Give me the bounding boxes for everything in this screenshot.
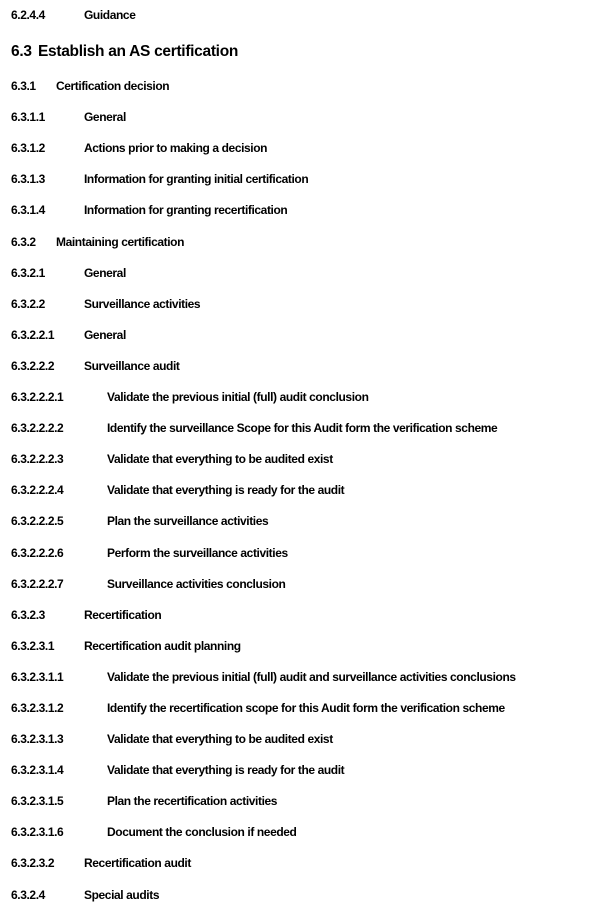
section-number: 6.2.4.4: [11, 8, 45, 22]
section-title: Validate that everything is ready for the audit: [107, 483, 345, 498]
section-number: 6.3.2.3.1.5: [11, 794, 64, 809]
section-number: 6.3.2.3.1.2: [11, 700, 64, 715]
section-title: Surveillance activities: [84, 296, 201, 311]
section-title: Validate that everything is ready for the audit: [107, 763, 345, 778]
toc-row: [0, 110, 600, 141]
section-number: 6.3.2.2.2: [11, 358, 55, 373]
toc-row: [0, 794, 600, 825]
section-title: Surveillance audit: [84, 358, 180, 373]
section-number: 6.3.2.1: [11, 265, 45, 280]
section-title: Validate that everything to be audited exist: [107, 452, 333, 467]
section-number: 6.3.1.4: [11, 203, 45, 218]
toc-row: [0, 825, 600, 856]
section-number: 6.3: [11, 43, 32, 61]
section-number: 6.3.2.2.1: [11, 327, 55, 342]
section-number: 6.3.2.2.2.7: [11, 576, 64, 591]
section-title: Identify the surveillance Scope for this Audit form the verification scheme: [107, 421, 498, 436]
toc-row: [0, 172, 600, 203]
toc-row: [0, 670, 600, 701]
section-title: Certification decision: [56, 79, 170, 94]
toc-row: [0, 390, 600, 421]
toc-row: [0, 8, 600, 39]
toc-row: [0, 732, 600, 763]
toc-row: [0, 514, 600, 545]
toc-row: [0, 888, 600, 919]
section-number: 6.3.2.3.1: [11, 638, 55, 653]
section-number: 6.3.2.2: [11, 296, 45, 311]
section-title: Plan the recertification activities: [107, 794, 278, 809]
section-number: 6.3.2.2.2.5: [11, 514, 64, 529]
section-title: Identify the recertification scope for this Audit form the verification scheme: [107, 700, 505, 715]
section-title: Establish an AS certification: [38, 43, 239, 61]
section-title: Validate the previous initial (full) audit and surveillance activities conclusions: [107, 669, 516, 684]
toc-row: [0, 297, 600, 328]
toc-row: [0, 328, 600, 359]
section-title: Perform the surveillance activities: [107, 545, 288, 560]
toc-row: [0, 359, 600, 390]
toc-row: [0, 701, 600, 732]
section-number: 6.3.2.3.1.6: [11, 825, 64, 840]
section-title: Validate the previous initial (full) audit conclusion: [107, 390, 369, 405]
toc-row: [0, 483, 600, 514]
section-title: Recertification audit planning: [84, 638, 241, 653]
section-title: Special audits: [84, 887, 160, 902]
section-title: General: [84, 265, 126, 280]
section-title: Plan the surveillance activities: [107, 514, 269, 529]
section-number: 6.3.2.3.1.3: [11, 732, 64, 747]
section-number: 6.3.2.3.1.4: [11, 763, 64, 778]
section-number: 6.3.2.3.1.1: [11, 669, 64, 684]
toc-row: [0, 856, 600, 887]
section-title: Maintaining certification: [56, 234, 185, 249]
toc-row: [0, 79, 600, 110]
section-number: 6.3.2.3.2: [11, 856, 55, 871]
toc-row: [0, 577, 600, 608]
section-title: Validate that everything to be audited exist: [107, 732, 333, 747]
section-title: Information for granting recertification: [84, 203, 288, 218]
toc-row: [0, 546, 600, 577]
section-title: Actions prior to making a decision: [84, 141, 268, 156]
section-number: 6.3.2.3: [11, 607, 45, 622]
section-title: Information for granting initial certification: [84, 172, 309, 187]
section-number: 6.3.1: [11, 79, 36, 94]
toc-row: [0, 452, 600, 483]
section-title: Guidance: [84, 8, 136, 22]
section-title: General: [84, 327, 126, 342]
section-number: 6.3.1.1: [11, 110, 45, 125]
section-number: 6.3.2.4: [11, 887, 45, 902]
section-title: Document the conclusion if needed: [107, 825, 297, 840]
section-number: 6.3.2.2.2.3: [11, 452, 64, 467]
toc-row: [0, 266, 600, 297]
section-title: Recertification: [84, 607, 162, 622]
toc-row: [0, 235, 600, 266]
section-title: Surveillance activities conclusion: [107, 576, 286, 591]
section-number: 6.3.2: [11, 234, 36, 249]
section-number: 6.3.2.2.2.1: [11, 390, 64, 405]
section-number: 6.3.1.3: [11, 172, 45, 187]
toc-row: [0, 421, 600, 452]
toc-row: [0, 141, 600, 172]
section-number: 6.3.1.2: [11, 141, 45, 156]
section-title: Recertification audit: [84, 856, 191, 871]
section-heading-row: [0, 43, 600, 79]
toc-row: [0, 639, 600, 670]
toc-row: [0, 763, 600, 794]
toc-row: [0, 608, 600, 639]
section-number: 6.3.2.2.2.2: [11, 421, 64, 436]
section-number: 6.3.2.2.2.6: [11, 545, 64, 560]
section-number: 6.3.2.2.2.4: [11, 483, 64, 498]
section-title: General: [84, 110, 126, 125]
toc-row: [0, 203, 600, 234]
